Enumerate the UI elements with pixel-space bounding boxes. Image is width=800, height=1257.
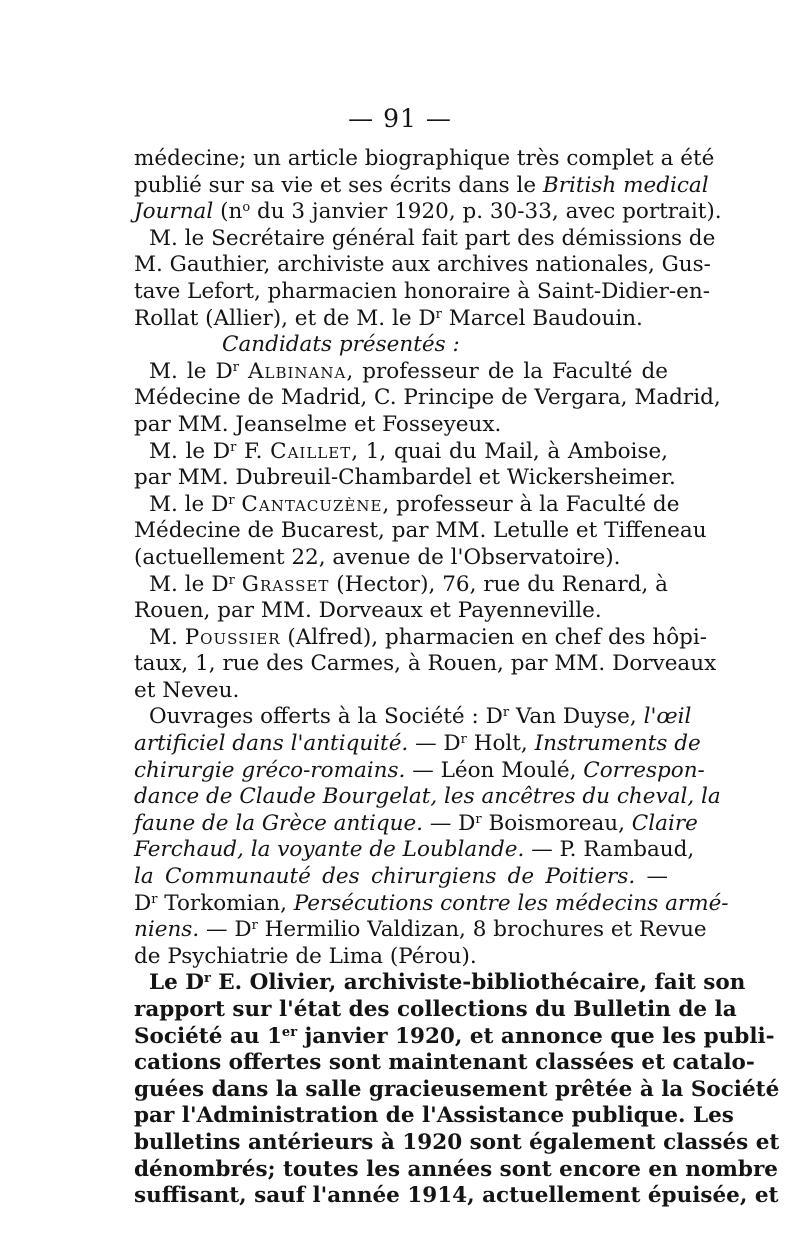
- text-line: [134, 199, 722, 226]
- text-run: Rollat (Allier), et de M. le D: [134, 305, 436, 331]
- text-run: (Alfred), pharmacien en chef des hôpi-: [280, 624, 708, 650]
- text-run: dénombrés; toutes les années sont encore en nombre: [134, 1156, 778, 1182]
- text-run: (n: [213, 199, 243, 225]
- italic-text: British medical: [542, 172, 709, 198]
- text-run: —: [635, 864, 668, 890]
- italic-text: Ferchaud, la voyante de Loublande.: [134, 837, 525, 863]
- text-run: bulletins antérieurs à 1920 sont également classés et: [134, 1129, 780, 1155]
- text-run: Le D: [149, 970, 204, 996]
- text-line: [134, 970, 746, 997]
- text-line: [134, 917, 707, 944]
- italic-text: Claire: [631, 810, 698, 836]
- superscript: er: [281, 1024, 298, 1040]
- text-run: cations offertes sont maintenant classées et catalo-: [134, 1050, 755, 1076]
- text-line: [134, 306, 668, 333]
- text-line: [134, 252, 711, 279]
- text-line: [134, 439, 668, 466]
- italic-text: Journal: [134, 199, 214, 225]
- small-caps-name: Cantacuzène: [241, 491, 383, 517]
- text-run: Boismoreau,: [481, 810, 632, 836]
- text-run: Rouen, par MM. Dorveaux et Payenneville.: [134, 598, 602, 624]
- text-run: Hermilio Valdizan, 8 brochures et Revue: [257, 917, 707, 943]
- text-run: par MM. Jeanselme et Fosseyeux.: [134, 411, 502, 437]
- small-caps-name: Grasset: [241, 571, 330, 597]
- text-run: Société au 1: [134, 1023, 282, 1049]
- italic-text: niens.: [134, 917, 200, 943]
- text-line: [134, 598, 668, 625]
- text-run: Ouvrages offerts à la Société : D: [149, 704, 503, 730]
- text-run: Marcel Baudouin.: [441, 305, 643, 331]
- text-line: [134, 332, 668, 359]
- text-run: F.: [236, 438, 271, 464]
- text-run: [235, 572, 242, 597]
- text-run: , professeur à la Faculté de: [382, 491, 680, 517]
- text-line: [134, 1050, 755, 1077]
- text-run: Torkomian,: [157, 890, 294, 916]
- text-line: [134, 518, 707, 545]
- superscript: r: [151, 891, 158, 907]
- text-line: [134, 757, 705, 785]
- italic-text: chirurgie gréco-romains.: [134, 757, 406, 783]
- text-line: [134, 1183, 779, 1210]
- italic-text: Candidats présentés :: [222, 332, 460, 358]
- text-line: [134, 1156, 778, 1184]
- superscript: o: [242, 200, 251, 216]
- small-caps-name: Albinana: [248, 358, 347, 384]
- text-line: [134, 784, 721, 811]
- superscript: r: [230, 439, 237, 455]
- text-run: M. le Secrétaire général fait part des démissions de: [149, 225, 716, 251]
- page-number: — 91 —: [348, 104, 452, 133]
- text-line: [134, 624, 708, 652]
- text-line: [134, 810, 698, 838]
- text-line: [134, 890, 729, 918]
- italic-text: artificiel dans l'antiquité.: [134, 731, 409, 757]
- text-run: rapport sur l'état des collections du Bulletin de la: [134, 997, 737, 1022]
- text-run: publié sur sa vie et ses écrits dans le: [134, 172, 543, 198]
- italic-text: l'œil: [643, 704, 692, 730]
- text-run: janvier 1920, et annonce que les publi-: [297, 1023, 775, 1049]
- text-line: [134, 465, 676, 492]
- text-line: [134, 172, 709, 200]
- text-run: médecine; un article biographique très complet a été: [134, 146, 715, 171]
- text-run: tave Lefort, pharmacien honoraire à Saint-Didier-en-: [134, 278, 710, 304]
- text-line: [134, 1103, 734, 1130]
- italic-text: Correspon-: [583, 757, 705, 783]
- text-run: par l'Administration de l'Assistance publique. Les: [134, 1103, 734, 1129]
- small-caps-name: Caillet: [270, 438, 352, 464]
- superscript: r: [228, 492, 235, 508]
- text-run: taux, 1, rue des Carmes, à Rouen, par MM. Dorveaux: [134, 651, 717, 677]
- text-line: [134, 491, 680, 519]
- text-run: — P. Rambaud,: [524, 837, 695, 863]
- italic-text: dance de Claude Bourgelat, les ancêtres du cheval, la: [134, 784, 721, 810]
- superscript: r: [203, 971, 211, 987]
- text-line: [134, 1023, 775, 1051]
- text-run: E. Olivier, archiviste-bibliothécaire, fait son: [210, 970, 746, 996]
- text-run: , professeur de la Faculté de: [346, 358, 668, 384]
- text-run: , 1, quai du Mail, à Amboise,: [351, 438, 669, 464]
- text-line: [134, 385, 721, 412]
- superscript: r: [475, 811, 482, 827]
- text-run: M. le D: [149, 491, 229, 517]
- text-run: (actuellement 22, avenue de l'Observatoire).: [134, 544, 621, 570]
- text-run: — D: [423, 810, 476, 836]
- superscript: r: [502, 705, 510, 721]
- text-run: du 3 janvier 1920, p. 30-33, avec portrait).: [250, 199, 722, 225]
- text-run: M.: [149, 624, 185, 650]
- text-run: D: [134, 890, 152, 916]
- page-body-text: [134, 146, 780, 1210]
- text-line: [134, 545, 668, 572]
- text-line: [134, 1076, 780, 1104]
- italic-text: Persécutions contre les médecins armé-: [293, 890, 729, 916]
- text-line: [134, 837, 695, 864]
- text-line: [134, 225, 716, 253]
- text-run: [239, 359, 248, 384]
- text-run: M. Gauthier, archiviste aux archives nationales, Gus-: [134, 252, 711, 278]
- text-line: [134, 944, 668, 971]
- text-line: [134, 864, 668, 891]
- text-line: [134, 997, 737, 1024]
- italic-text: faune de la Grèce antique.: [134, 810, 424, 836]
- text-line: [134, 359, 668, 386]
- text-run: par MM. Dubreuil-Chambardel et Wickersheimer.: [134, 465, 676, 491]
- text-line: [134, 572, 668, 599]
- text-run: — D: [199, 917, 252, 943]
- text-line: [134, 412, 668, 439]
- text-line: [134, 651, 717, 678]
- italic-text: Instruments de: [534, 731, 701, 757]
- small-caps-name: Poussier: [184, 624, 281, 650]
- text-run: Van Duyse,: [509, 704, 644, 730]
- text-run: Médecine de Bucarest, par MM. Letulle et Tiffeneau: [134, 518, 707, 544]
- text-run: et Neveu.: [134, 677, 240, 703]
- text-line: [134, 678, 668, 705]
- text-line: [134, 704, 692, 731]
- text-run: — Léon Moulé,: [405, 757, 584, 783]
- text-run: Holt,: [466, 731, 535, 757]
- text-run: — D: [408, 731, 461, 757]
- superscript: r: [251, 918, 258, 934]
- text-run: guées dans la salle gracieusement prêtée à la Société: [134, 1076, 780, 1102]
- superscript: r: [228, 572, 235, 588]
- text-run: M. le D: [149, 438, 231, 464]
- superscript: r: [460, 732, 467, 748]
- text-run: de Psychiatrie de Lima (Pérou).: [134, 943, 477, 969]
- text-run: Médecine de Madrid, C. Principe de Vergara, Madrid,: [134, 385, 721, 411]
- text-run: M. le D: [149, 571, 229, 597]
- text-line: [134, 278, 710, 306]
- text-run: (Hector), 76, rue du Renard, à: [329, 571, 668, 597]
- text-run: suffisant, sauf l'année 1914, actuellement épuisée, et: [134, 1183, 779, 1209]
- text-line: [134, 1129, 780, 1157]
- italic-text: la Communauté des chirurgiens de Poitiers.: [134, 864, 636, 890]
- text-line: [134, 731, 701, 758]
- text-run: M. le D: [149, 358, 233, 384]
- superscript: r: [232, 359, 239, 375]
- text-line: [134, 146, 715, 173]
- superscript: r: [435, 306, 442, 322]
